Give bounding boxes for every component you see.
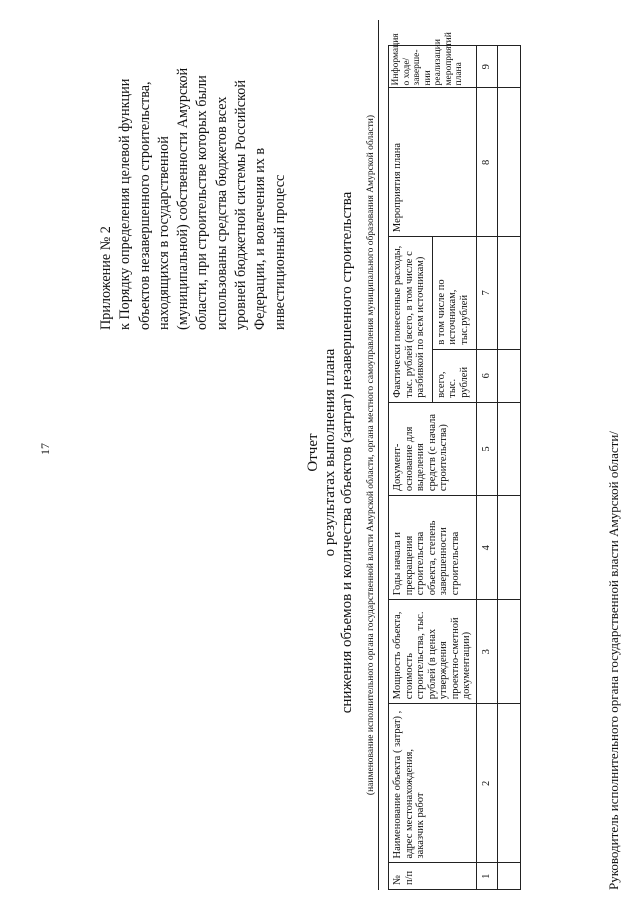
- page-number: 17: [38, 443, 52, 455]
- header-actual-total: всего, тыс. рублей: [432, 349, 476, 402]
- header-measures: Мероприятия плана: [389, 88, 477, 237]
- appendix-line: (муниципальной) собственности Амурской: [175, 67, 192, 330]
- appendix-title: Приложение № 2: [98, 226, 114, 330]
- table-cell: [497, 349, 520, 402]
- report-table: [388, 32, 521, 890]
- appendix-line: объектов незавершенного строительства,: [136, 81, 153, 330]
- column-number: 7: [476, 237, 497, 350]
- column-number: 9: [476, 46, 497, 89]
- report-heading: [305, 0, 356, 905]
- column-number-row: [476, 46, 497, 890]
- appendix-line: использованы средства бюджетов всех: [213, 96, 230, 330]
- column-number: 1: [476, 863, 497, 890]
- table-cell: [497, 496, 520, 600]
- table-cell: [497, 46, 520, 89]
- report-subtitle: о результатах выполнения плана: [322, 348, 338, 557]
- header-actual: Фактически понесенные расходы, тыс. рублей (всего, в том числе с разбивкой по всем источникам): [389, 237, 433, 403]
- column-number: 6: [476, 349, 497, 402]
- appendix-line: области, при строительстве которых были: [194, 75, 211, 330]
- table-cell: [497, 88, 520, 237]
- column-number: 8: [476, 88, 497, 237]
- header-actual-sources: в том числе по источникам, тыс.рублей: [432, 237, 476, 350]
- header-document: Документ-основание для выделения средств (с начала строительства): [389, 402, 477, 495]
- table-cell: [497, 402, 520, 495]
- appendix-line: уровней бюджетной системы Российской: [233, 80, 250, 330]
- column-number: 4: [476, 496, 497, 600]
- table-cell: [497, 704, 520, 863]
- appendix-line: находящихся в государственной: [155, 136, 172, 330]
- appendix-line: Федерации, и вовлечения их в: [252, 147, 269, 330]
- signature-line: Руководитель исполнительного органа государственной власти Амурской области/: [606, 431, 621, 890]
- column-number: 3: [476, 600, 497, 704]
- appendix-line: инвестиционный процесс: [271, 174, 288, 330]
- report-subtitle-2: снижения объемов и количества объектов (затрат) незавершенного строительства: [339, 191, 355, 714]
- header-years: Годы начала и прекращения строительства объекта, степень завершенности строительства: [389, 496, 477, 600]
- table-row: [497, 46, 520, 890]
- table-cell: [497, 237, 520, 350]
- column-number: 5: [476, 402, 497, 495]
- table-header-row: [389, 46, 433, 890]
- header-info: Информация о ходе/заверше-нии реализации мероприятий плана: [389, 46, 477, 89]
- header-num: № п/п: [389, 863, 477, 890]
- table-cell: [497, 600, 520, 704]
- authority-caption: (наименование исполнительного органа государственной власти Амурской области, органа местного самоуправления муниципального образования Амурской области): [366, 20, 379, 890]
- header-capacity: Мощность объекта, стоимость строительства, тыс. рублей (в ценах утверждения проектно-сметной документации): [389, 600, 477, 704]
- table-cell: [497, 863, 520, 890]
- column-number: 2: [476, 704, 497, 863]
- header-name: Наименование объекта ( затрат) , адрес местонахождения, заказчик работ: [389, 704, 477, 863]
- appendix-line: к Порядку определения целевой функции: [117, 78, 134, 330]
- appendix-block: [97, 25, 290, 330]
- report-title: Отчет: [305, 433, 321, 472]
